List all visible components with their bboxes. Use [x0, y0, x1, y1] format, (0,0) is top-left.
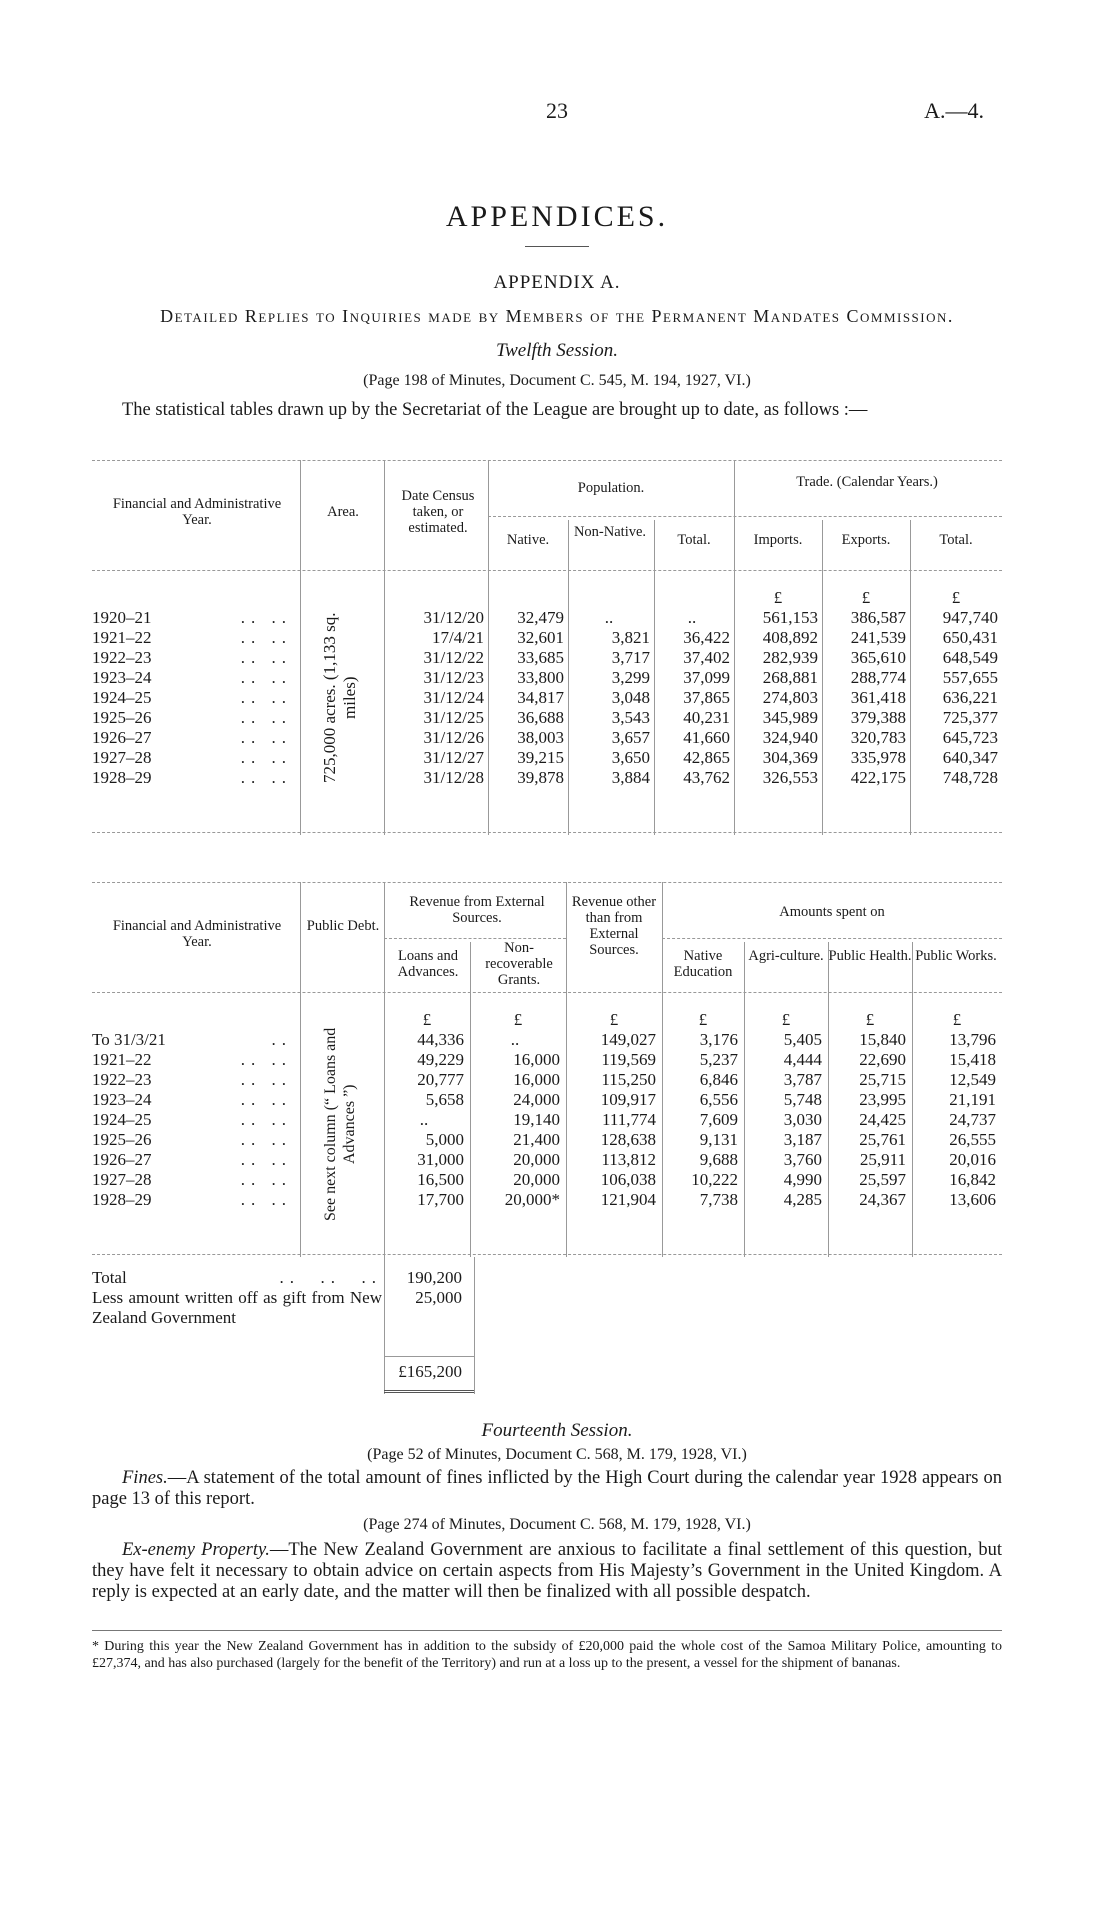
cell-imports: 408,892: [762, 628, 818, 647]
cell-education: 5,237: [699, 1050, 738, 1069]
cell-revenue: 128,638: [600, 1130, 656, 1149]
cell-non-native: 3,884: [611, 768, 650, 787]
currency-imports: £: [773, 588, 783, 607]
cell-health: 24,367: [859, 1190, 906, 1209]
cell-works: 20,016: [949, 1150, 996, 1169]
row-year: [92, 748, 292, 768]
cell-census: 31/12/20: [423, 608, 484, 627]
cell-loans: 5,658: [425, 1090, 464, 1109]
cell-education: 7,738: [699, 1190, 738, 1209]
cell-total: 37,865: [683, 688, 730, 707]
cell-trade-total: 557,655: [942, 668, 998, 687]
total-value: 190,200: [406, 1268, 462, 1287]
cell-native: 39,878: [517, 768, 564, 787]
cell-loans: 16,500: [417, 1170, 464, 1189]
cell-agriculture: 4,444: [783, 1050, 822, 1069]
cell-revenue: 111,774: [602, 1110, 656, 1129]
cell-health: 25,761: [859, 1130, 906, 1149]
header-revenue-other: Revenue other than from External Sources.: [571, 894, 657, 958]
header-non-native: Non-Native.: [573, 524, 647, 540]
cell-exports: 386,587: [850, 608, 906, 627]
cell-grants: 20,000*: [504, 1190, 560, 1209]
row-year-label: 1926–27: [92, 728, 152, 747]
cell-imports: 274,803: [762, 688, 818, 707]
table-b-header-rule: [92, 992, 1002, 993]
cell-total: 42,865: [683, 748, 730, 767]
cell-census: 17/4/21: [432, 628, 484, 647]
leader-dots: .. ..: [240, 728, 292, 747]
cell-revenue: 149,027: [600, 1030, 656, 1049]
cell-census: 31/12/22: [423, 648, 484, 667]
row-year: [92, 1090, 292, 1110]
cell-imports: 326,553: [762, 768, 818, 787]
header-year-b: Financial and Administrative Year.: [112, 918, 282, 950]
cell-census: 31/12/24: [423, 688, 484, 707]
leader-dots: .. ..: [240, 688, 292, 707]
row-year-label: 1925–26: [92, 708, 152, 727]
cell-imports: 324,940: [762, 728, 818, 747]
cell-loans: 20,777: [417, 1070, 464, 1089]
fines-paragraph: [92, 1468, 1002, 1510]
cell-imports: 561,153: [762, 608, 818, 627]
cell-health: 23,995: [859, 1090, 906, 1109]
cell-education: 6,846: [699, 1070, 738, 1089]
cell-native: 38,003: [517, 728, 564, 747]
leader-dots: .. ..: [240, 1110, 292, 1129]
header-year: Financial and Administrative Year.: [112, 496, 282, 528]
net-value: £165,200: [398, 1362, 462, 1381]
cell-imports: 304,369: [762, 748, 818, 767]
currency-revenue: £: [609, 1010, 619, 1029]
footnote-rule: [92, 1630, 1002, 1631]
net-rule: [384, 1356, 474, 1357]
cell-works: 13,796: [949, 1030, 996, 1049]
cell-works: 16,842: [949, 1170, 996, 1189]
cell-non-native: 3,048: [611, 688, 650, 707]
row-year: [92, 1170, 292, 1190]
twelfth-session-ref: (Page 198 of Minutes, Document C. 545, M. 194, 1927, VI.): [363, 372, 751, 389]
area-cell: [314, 608, 374, 788]
intro-text: The statistical tables drawn up by the Secretariat of the League are brought up to date, as follows :—: [122, 400, 868, 420]
currency-loans: £: [422, 1010, 432, 1029]
row-year-label: 1927–28: [92, 748, 152, 767]
header-population: Population.: [577, 480, 645, 496]
row-year: [92, 1050, 292, 1070]
leader-dots: .. .. ..: [279, 1268, 382, 1287]
leader-dots: .. ..: [240, 668, 292, 687]
cell-works: 21,191: [949, 1090, 996, 1109]
cell-health: 25,715: [859, 1070, 906, 1089]
cell-non-native: ..: [604, 608, 614, 627]
cell-trade-total: 947,740: [942, 608, 998, 627]
cell-trade-total: 640,347: [942, 748, 998, 767]
cell-native: 32,601: [517, 628, 564, 647]
cell-exports: 335,978: [850, 748, 906, 767]
cell-non-native: 3,543: [611, 708, 650, 727]
cell-native: 33,800: [517, 668, 564, 687]
currency-health: £: [865, 1010, 875, 1029]
appendix-heading: Detailed Replies to Inquiries made by Members of the Permanent Mandates Commission.: [160, 306, 954, 326]
appendix-title: APPENDIX A.: [493, 272, 621, 293]
header-area: Area.: [327, 504, 359, 520]
row-year: [92, 1030, 292, 1050]
row-year: [92, 1110, 292, 1130]
cell-education: 3,176: [699, 1030, 738, 1049]
header-education: Native Education: [673, 948, 733, 980]
less-label: Less amount written off as gift from New Zealand Government: [92, 1288, 382, 1327]
cell-revenue: 109,917: [600, 1090, 656, 1109]
table-a-subheader-rule: [488, 516, 1002, 517]
cell-exports: 361,418: [850, 688, 906, 707]
cell-agriculture: 3,187: [783, 1130, 822, 1149]
cell-grants: 20,000: [513, 1150, 560, 1169]
area-value: 725,000 acres. (1,133 sq. miles): [320, 612, 359, 784]
cell-loans: 17,700: [417, 1190, 464, 1209]
header-works: Public Works.: [915, 948, 997, 964]
cell-total: 37,099: [683, 668, 730, 687]
cell-works: 15,418: [949, 1050, 996, 1069]
page-number: 23: [546, 98, 568, 123]
ex-enemy-paragraph: [92, 1540, 1002, 1603]
table-a-col-divider: [384, 460, 385, 835]
total-row: [92, 1268, 382, 1288]
leader-dots: ..: [271, 1030, 292, 1049]
cell-agriculture: 4,990: [783, 1170, 822, 1189]
footnote: * During this year the New Zealand Government has in addition to the subsidy of £20,000 paid the whole cost of the Samoa Military Police, amounting to £27,374, and has also purchased (largely for the benefit of the Territory) and run at a loss up to the present, a vessel for the shipment of bananas.: [92, 1639, 1002, 1671]
cell-trade-total: 748,728: [942, 768, 998, 787]
row-year: [92, 1190, 292, 1210]
fourteenth-session-title: Fourteenth Session.: [481, 1420, 633, 1441]
leader-dots: .. ..: [240, 1090, 292, 1109]
cell-education: 7,609: [699, 1110, 738, 1129]
cell-grants: 16,000: [513, 1050, 560, 1069]
fourteenth-session-ref-1: (Page 52 of Minutes, Document C. 568, M. 179, 1928, VI.): [367, 1446, 747, 1463]
title-rule: [525, 246, 589, 247]
cell-agriculture: 3,787: [783, 1070, 822, 1089]
cell-native: 39,215: [517, 748, 564, 767]
header-public-debt: Public Debt.: [306, 918, 380, 934]
cell-loans: 44,336: [417, 1030, 464, 1049]
row-year-label: 1922–23: [92, 1070, 152, 1089]
cell-revenue: 113,812: [601, 1150, 656, 1169]
cell-revenue: 115,250: [601, 1070, 656, 1089]
row-year-label: 1922–23: [92, 648, 152, 667]
intro-paragraph: [92, 400, 1002, 421]
header-native: Native.: [506, 532, 550, 548]
twelfth-session-title: Twelfth Session.: [495, 340, 619, 361]
header-census: Date Census taken, or estimated.: [401, 488, 475, 536]
table-b-subheader-rule: [384, 938, 566, 939]
cell-imports: 282,939: [762, 648, 818, 667]
leader-dots: .. ..: [240, 768, 292, 787]
public-debt-cell: [306, 1000, 378, 1248]
cell-works: 12,549: [949, 1070, 996, 1089]
row-year-label: 1921–22: [92, 628, 152, 647]
currency-exports: £: [861, 588, 871, 607]
cell-trade-total: 648,549: [942, 648, 998, 667]
cell-exports: 288,774: [850, 668, 906, 687]
cell-agriculture: 5,748: [783, 1090, 822, 1109]
public-debt-note: See next column (“ Loans and Advances ”): [322, 1027, 358, 1221]
leader-dots: .. ..: [240, 1130, 292, 1149]
leader-dots: .. ..: [240, 1150, 292, 1169]
cell-non-native: 3,299: [611, 668, 650, 687]
cell-census: 31/12/25: [423, 708, 484, 727]
header-imports: Imports.: [753, 532, 803, 548]
cell-native: 36,688: [517, 708, 564, 727]
header-trade: Trade. (Calendar Years.): [796, 474, 938, 490]
cell-grants: 16,000: [513, 1070, 560, 1089]
cell-total: 37,402: [683, 648, 730, 667]
row-year: [92, 728, 292, 748]
currency-works: £: [952, 1010, 962, 1029]
document-reference: A.—4.: [924, 98, 984, 123]
cell-native: 34,817: [517, 688, 564, 707]
table-b-bottom-rule: [92, 1254, 1002, 1255]
row-year: [92, 608, 292, 628]
ex-enemy-lead: Ex-enemy Property.: [122, 1540, 270, 1560]
row-year-label: 1923–24: [92, 1090, 152, 1109]
cell-trade-total: 645,723: [942, 728, 998, 747]
cell-trade-total: 650,431: [942, 628, 998, 647]
cell-education: 9,131: [699, 1130, 738, 1149]
fourteenth-session-ref-2: (Page 274 of Minutes, Document C. 568, M. 179, 1928, VI.): [363, 1516, 751, 1533]
cell-agriculture: 5,405: [783, 1030, 822, 1049]
row-year: [92, 648, 292, 668]
cell-loans: 5,000: [425, 1130, 464, 1149]
less-value: 25,000: [415, 1288, 462, 1307]
cell-health: 22,690: [859, 1050, 906, 1069]
row-year-label: 1928–29: [92, 1190, 152, 1209]
fines-text: —A statement of the total amount of fines inflicted by the High Court during the calendar year 1928 appears on page 13 of this report.: [92, 1468, 1002, 1509]
cell-non-native: 3,821: [611, 628, 650, 647]
cell-revenue: 106,038: [600, 1170, 656, 1189]
row-year: [92, 628, 292, 648]
row-year-label: 1926–27: [92, 1150, 152, 1169]
leader-dots: .. ..: [240, 1190, 292, 1209]
cell-grants: 24,000: [513, 1090, 560, 1109]
row-year-label: 1920–21: [92, 608, 152, 627]
header-loans: Loans and Advances.: [397, 948, 459, 980]
header-pop-total: Total.: [677, 532, 711, 548]
cell-exports: 320,783: [850, 728, 906, 747]
cell-health: 25,911: [859, 1150, 906, 1169]
row-year-label: 1924–25: [92, 688, 152, 707]
header-agriculture: Agri-culture.: [748, 948, 824, 964]
row-year-label: 1923–24: [92, 668, 152, 687]
cell-non-native: 3,650: [611, 748, 650, 767]
cell-total: 41,660: [683, 728, 730, 747]
currency-education: £: [698, 1010, 708, 1029]
cell-loans: 49,229: [417, 1050, 464, 1069]
cell-exports: 365,610: [850, 648, 906, 667]
row-year: [92, 1150, 292, 1170]
cell-exports: 379,388: [850, 708, 906, 727]
cell-native: 33,685: [517, 648, 564, 667]
cell-imports: 268,881: [762, 668, 818, 687]
cell-census: 31/12/28: [423, 768, 484, 787]
row-year-label: To 31/3/21: [92, 1030, 166, 1049]
net-double-rule: [384, 1390, 474, 1393]
cell-loans: 31,000: [417, 1150, 464, 1169]
row-year-label: 1921–22: [92, 1050, 152, 1069]
cell-non-native: 3,717: [611, 648, 650, 667]
row-year-label: 1924–25: [92, 1110, 152, 1129]
leader-dots: .. ..: [240, 708, 292, 727]
cell-grants: 20,000: [513, 1170, 560, 1189]
header-health: Public Health.: [828, 948, 912, 964]
table-b: [92, 882, 1002, 1402]
header-revenue-external: Revenue from External Sources.: [409, 894, 545, 926]
table-a-bottom-rule: [92, 832, 1002, 833]
cell-trade-total: 636,221: [942, 688, 998, 707]
cell-health: 24,425: [859, 1110, 906, 1129]
cell-agriculture: 4,285: [783, 1190, 822, 1209]
cell-native: 32,479: [517, 608, 564, 627]
row-year-label: 1928–29: [92, 768, 152, 787]
cell-agriculture: 3,760: [783, 1150, 822, 1169]
table-a-col-divider: [300, 460, 301, 835]
currency-grants: £: [513, 1010, 523, 1029]
leader-dots: .. ..: [240, 628, 292, 647]
cell-health: 15,840: [859, 1030, 906, 1049]
header-grants: Non-recoverable Grants.: [485, 940, 553, 988]
row-year-label: 1925–26: [92, 1130, 152, 1149]
cell-total: 40,231: [683, 708, 730, 727]
cell-total: 36,422: [683, 628, 730, 647]
table-a: [92, 460, 1002, 840]
fines-lead: Fines.: [122, 1468, 168, 1488]
row-year: [92, 768, 292, 788]
cell-trade-total: 725,377: [942, 708, 998, 727]
cell-total: ..: [687, 608, 697, 627]
cell-census: 31/12/27: [423, 748, 484, 767]
cell-exports: 422,175: [850, 768, 906, 787]
row-year: [92, 688, 292, 708]
cell-education: 9,688: [699, 1150, 738, 1169]
row-year: [92, 1070, 292, 1090]
cell-health: 25,597: [859, 1170, 906, 1189]
total-label: Total: [92, 1268, 127, 1287]
cell-education: 10,222: [691, 1170, 738, 1189]
leader-dots: .. ..: [240, 1170, 292, 1189]
cell-education: 6,556: [699, 1090, 738, 1109]
header-trade-total: Total.: [939, 532, 973, 548]
cell-loans: ..: [419, 1110, 429, 1129]
row-year: [92, 708, 292, 728]
cell-total: 43,762: [683, 768, 730, 787]
cell-imports: 345,989: [762, 708, 818, 727]
cell-census: 31/12/26: [423, 728, 484, 747]
cell-revenue: 121,904: [600, 1190, 656, 1209]
page-title: APPENDICES.: [445, 200, 669, 233]
cell-grants: 21,400: [513, 1130, 560, 1149]
leader-dots: .. ..: [240, 608, 292, 627]
row-year-label: 1927–28: [92, 1170, 152, 1189]
currency-trade-total: £: [951, 588, 961, 607]
header-amounts-spent: Amounts spent on: [779, 904, 885, 920]
leader-dots: .. ..: [240, 1050, 292, 1069]
row-year: [92, 668, 292, 688]
table-a-header-rule: [92, 570, 1002, 571]
cell-revenue: 119,569: [601, 1050, 656, 1069]
cell-grants: ..: [510, 1030, 520, 1049]
row-year: [92, 1130, 292, 1150]
table-b-subheader-rule: [662, 938, 1002, 939]
cell-works: 24,737: [949, 1110, 996, 1129]
header-exports: Exports.: [841, 532, 891, 548]
table-b-col-divider: [474, 1257, 475, 1394]
cell-grants: 19,140: [513, 1110, 560, 1129]
cell-works: 13,606: [949, 1190, 996, 1209]
cell-works: 26,555: [949, 1130, 996, 1149]
currency-agriculture: £: [781, 1010, 791, 1029]
leader-dots: .. ..: [240, 648, 292, 667]
cell-exports: 241,539: [850, 628, 906, 647]
cell-agriculture: 3,030: [783, 1110, 822, 1129]
cell-non-native: 3,657: [611, 728, 650, 747]
table-b-col-divider: [300, 882, 301, 1257]
ex-enemy-text: —The New Zealand Government are anxious to facilitate a final settlement of this question, but they have felt it necessary to obtain advice on certain aspects from His Majesty’s Government in the United Kingdom. A reply is expected at an early date, and the matter will then be finalized with all possible despatch.: [92, 1540, 1002, 1602]
leader-dots: .. ..: [240, 748, 292, 767]
leader-dots: .. ..: [240, 1070, 292, 1089]
cell-census: 31/12/23: [423, 668, 484, 687]
